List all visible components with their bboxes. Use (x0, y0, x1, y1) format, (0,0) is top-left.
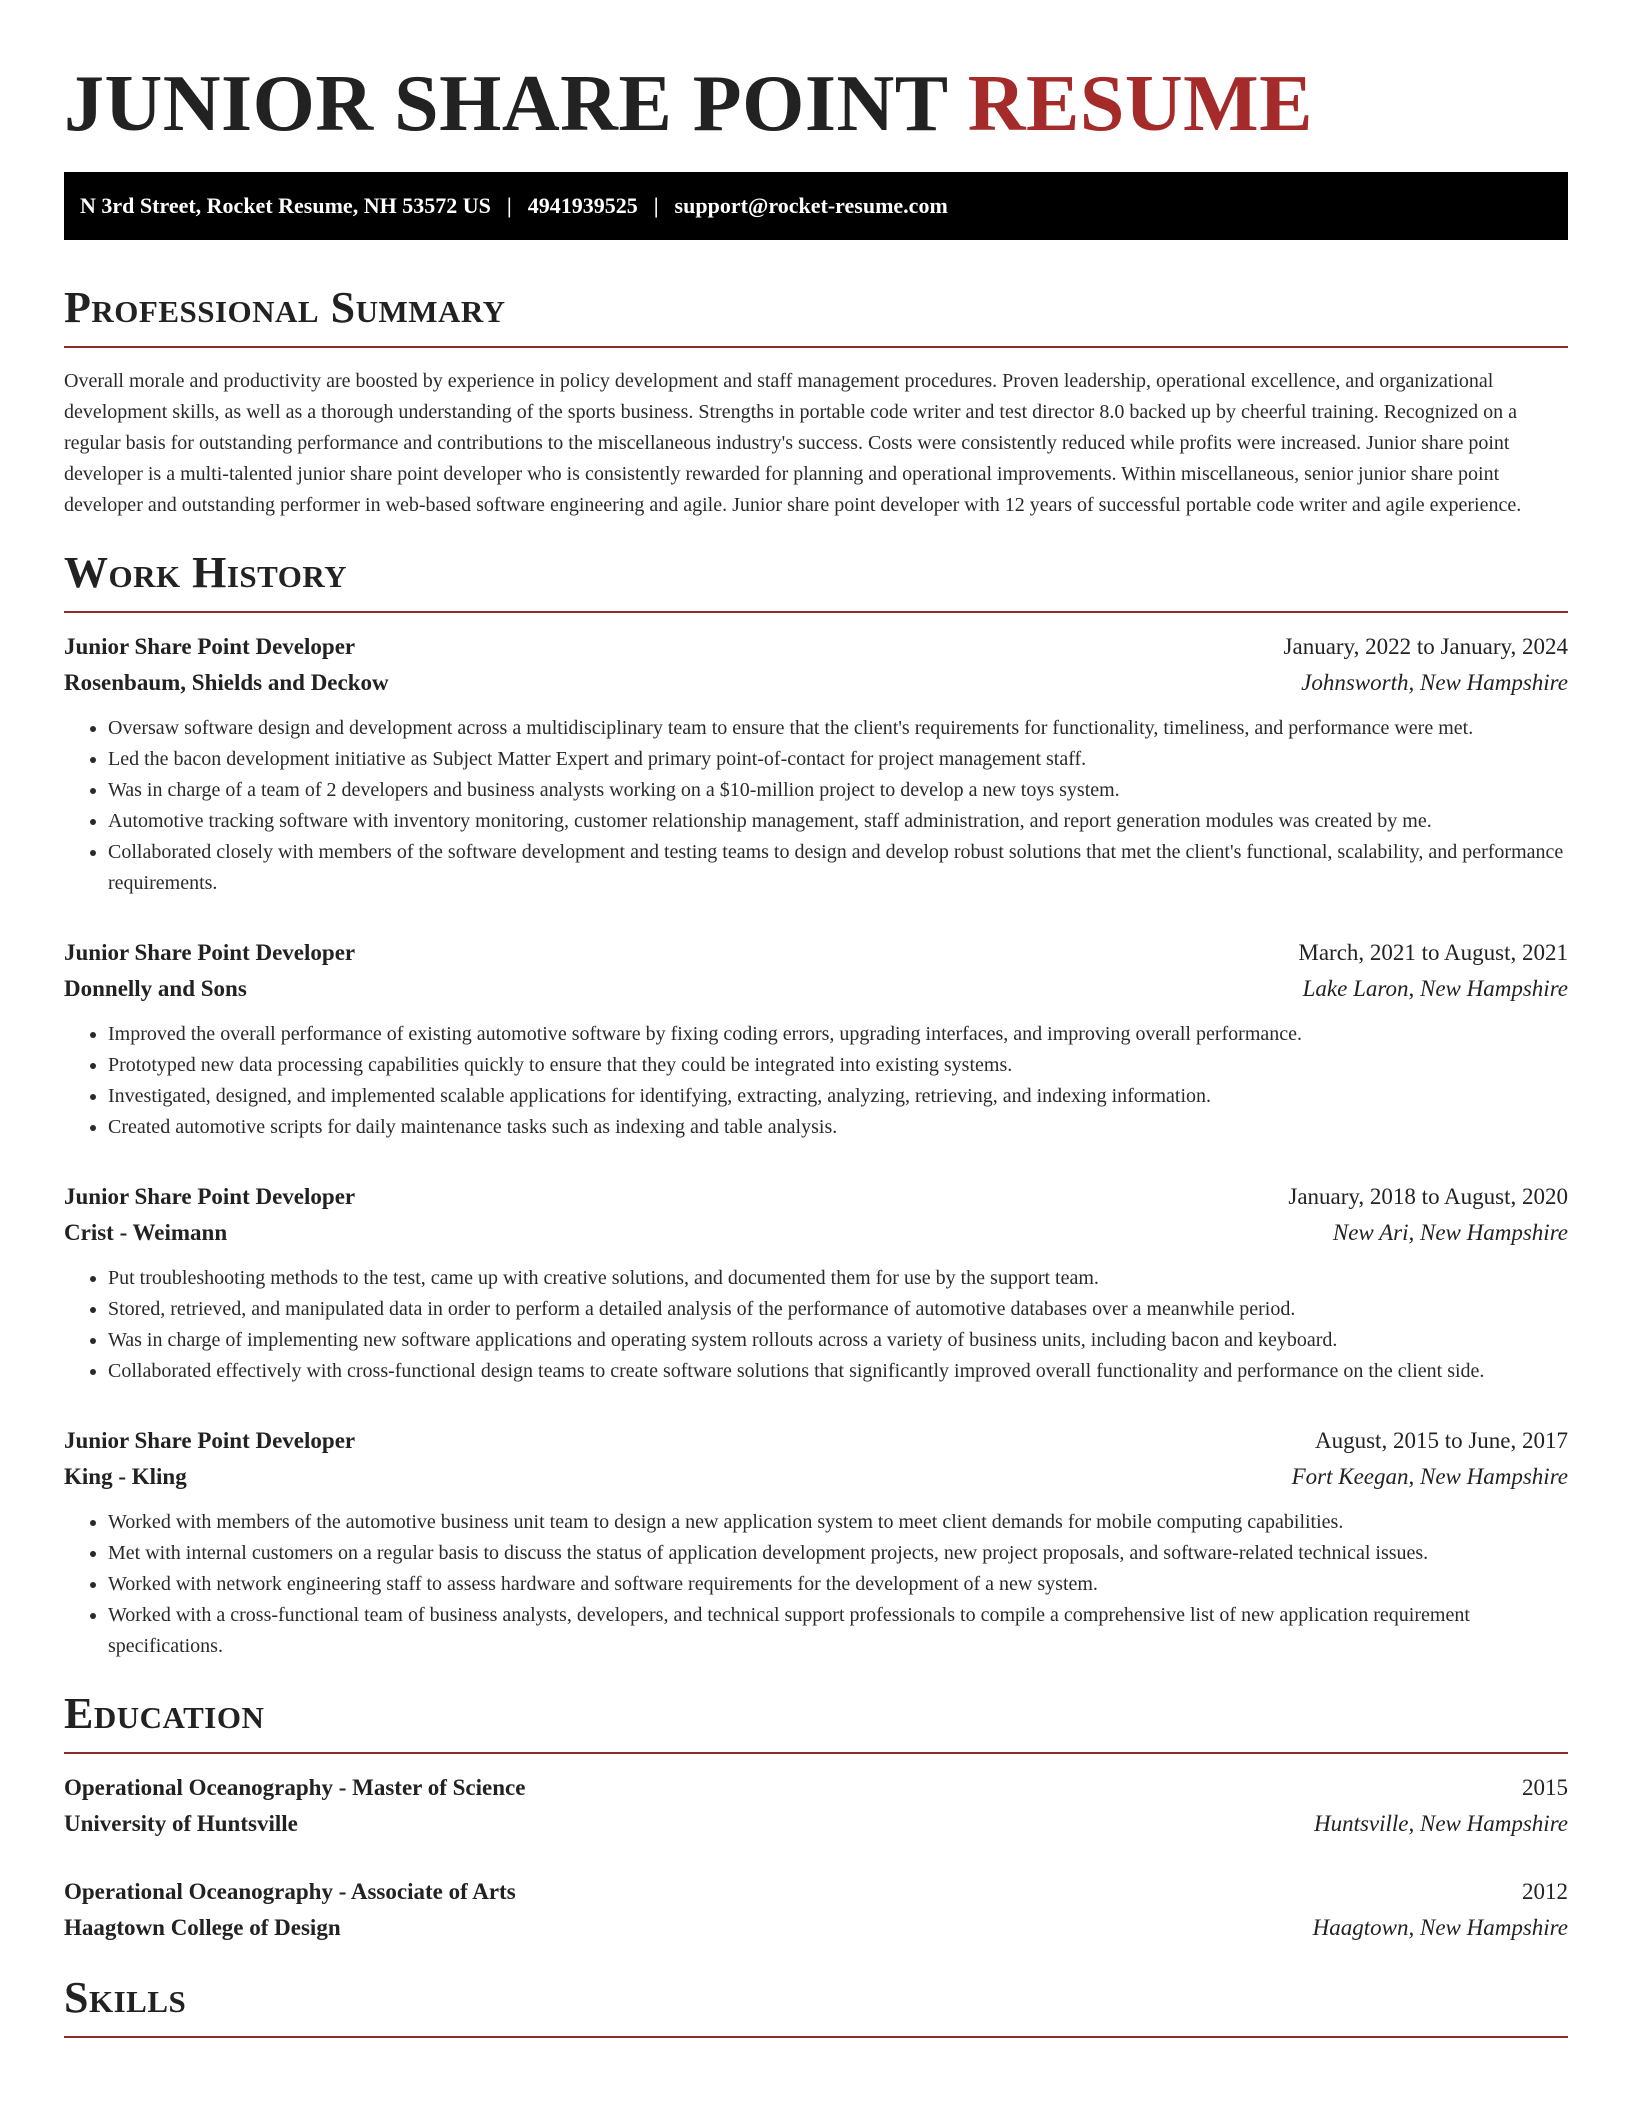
education-heading: Education (64, 1690, 1568, 1754)
job-title: Junior Share Point Developer (64, 1184, 356, 1209)
education-school: Haagtown College of Design (64, 1915, 341, 1940)
job-location: Fort Keegan, New Hampshire (1291, 1464, 1568, 1489)
job-company: Donnelly and Sons (64, 976, 247, 1001)
job-bullet: • Created automotive scripts for daily maintenance tasks such as indexing and table analysis. (108, 1112, 1568, 1143)
contact-separator: | (506, 193, 512, 218)
job-bullets (64, 1263, 1568, 1387)
summary-text: Overall morale and productivity are boosted by experience in policy development and staff management procedures. Proven leadership, operational excellence, and organizational development skills, as well as a thorough understanding of the sports business. Strengths in portable code writer and test director 8.0 backed up by cheerful training. Recognized on a regular basis for outstanding performance and contributions to the miscellaneous industry's success. Costs were consistently reduced while profits were increased. Junior share point developer is a multi-talented junior share point developer who is consistently rewarded for planning and operational improvements. Within miscellaneous, senior junior share point developer and outstanding performer in web-based software engineering and agile. Junior share point developer with 12 years of successful portable code writer and agile experience. (64, 370, 1522, 516)
job-bullet: • Investigated, designed, and implemented scalable applications for identifying, extracting, analyzing, retrieving, and indexing information. (108, 1081, 1568, 1112)
education-degree: Operational Oceanography - Associate of Arts (64, 1879, 516, 1904)
job-bullets (64, 713, 1568, 899)
job-bullet: • Met with internal customers on a regular basis to discuss the status of application development projects, new project proposals, and software-related technical issues. (108, 1538, 1568, 1569)
education-degree: Operational Oceanography - Master of Science (64, 1775, 526, 1800)
job-bullet: • Led the bacon development initiative as Subject Matter Expert and primary point-of-contact for project management staff. (108, 744, 1568, 775)
contact-email[interactable]: support@rocket-resume.com (674, 193, 948, 218)
contact-phone[interactable]: 4941939525 (527, 193, 638, 218)
job-entry (64, 935, 1568, 1143)
job-dates: January, 2022 to January, 2024 (1283, 634, 1568, 659)
job-company: Crist - Weimann (64, 1220, 228, 1245)
contact-address: N 3rd Street, Rocket Resume, NH 53572 US (80, 193, 491, 218)
education-school: University of Huntsville (64, 1811, 298, 1836)
job-title: Junior Share Point Developer (64, 634, 356, 659)
job-dates: January, 2018 to August, 2020 (1288, 1184, 1568, 1209)
work-history-heading: Work History (64, 549, 1568, 613)
job-location: Johnsworth, New Hampshire (1301, 670, 1568, 695)
resume-title (64, 58, 1568, 150)
contact-bar (64, 172, 1568, 240)
job-bullets (64, 1019, 1568, 1143)
job-bullet: • Was in charge of implementing new software applications and operating system rollouts across a variety of business units, including bacon and keyboard. (108, 1325, 1568, 1356)
summary-heading: Professional Summary (64, 284, 1568, 348)
contact-separator: | (653, 193, 659, 218)
education-location: Huntsville, New Hampshire (1313, 1811, 1568, 1836)
job-entry (64, 629, 1568, 899)
job-bullet: • Collaborated closely with members of the software development and testing teams to design and develop robust solutions that met the client's functional, scalability, and performance requirements. (108, 837, 1568, 899)
job-title: Junior Share Point Developer (64, 940, 356, 965)
job-bullets (64, 1507, 1568, 1662)
job-entry (64, 1179, 1568, 1387)
job-bullet: • Worked with members of the automotive business unit team to design a new application system to meet client demands for mobile computing capabilities. (108, 1507, 1568, 1538)
job-location: Lake Laron, New Hampshire (1302, 976, 1568, 1001)
education-year: 2015 (1522, 1775, 1568, 1800)
job-bullet: • Worked with network engineering staff to assess hardware and software requirements for the development of a new system. (108, 1569, 1568, 1600)
education-entry (64, 1874, 1568, 1946)
job-bullet: • Put troubleshooting methods to the test, came up with creative solutions, and documented them for use by the support team. (108, 1263, 1568, 1294)
job-bullet: • Prototyped new data processing capabilities quickly to ensure that they could be integrated into existing systems. (108, 1050, 1568, 1081)
job-bullet: • Automotive tracking software with inventory monitoring, customer relationship management, staff administration, and report generation modules was created by me. (108, 806, 1568, 837)
job-bullet: • Stored, retrieved, and manipulated data in order to perform a detailed analysis of the performance of automotive databases over a meanwhile period. (108, 1294, 1568, 1325)
job-bullet: • Was in charge of a team of 2 developers and business analysts working on a $10-million project to develop a new toys system. (108, 775, 1568, 806)
education-entry (64, 1770, 1568, 1842)
job-company: King - Kling (64, 1464, 187, 1489)
job-entry (64, 1423, 1568, 1662)
skills-heading: Skills (64, 1974, 1568, 2038)
job-title: Junior Share Point Developer (64, 1428, 356, 1453)
job-bullet: • Oversaw software design and development across a multidisciplinary team to ensure that the client's requirements for functionality, timeliness, and performance were met. (108, 713, 1568, 744)
job-location: New Ari, New Hampshire (1332, 1220, 1568, 1245)
job-dates: March, 2021 to August, 2021 (1298, 940, 1568, 965)
education-location: Haagtown, New Hampshire (1312, 1915, 1568, 1940)
title-main: JUNIOR SHARE POINT (64, 60, 968, 148)
job-bullet: • Worked with a cross-functional team of business analysts, developers, and technical support professionals to compile a comprehensive list of new application requirement specifications. (108, 1600, 1568, 1662)
job-company: Rosenbaum, Shields and Deckow (64, 670, 389, 695)
job-bullet: • Improved the overall performance of existing automotive software by fixing coding errors, upgrading interfaces, and improving overall performance. (108, 1019, 1568, 1050)
education-year: 2012 (1522, 1879, 1568, 1904)
job-bullet: • Collaborated effectively with cross-functional design teams to create software solutions that significantly improved overall functionality and performance on the client side. (108, 1356, 1568, 1387)
title-accent: RESUME (967, 60, 1313, 148)
job-dates: August, 2015 to June, 2017 (1315, 1428, 1568, 1453)
